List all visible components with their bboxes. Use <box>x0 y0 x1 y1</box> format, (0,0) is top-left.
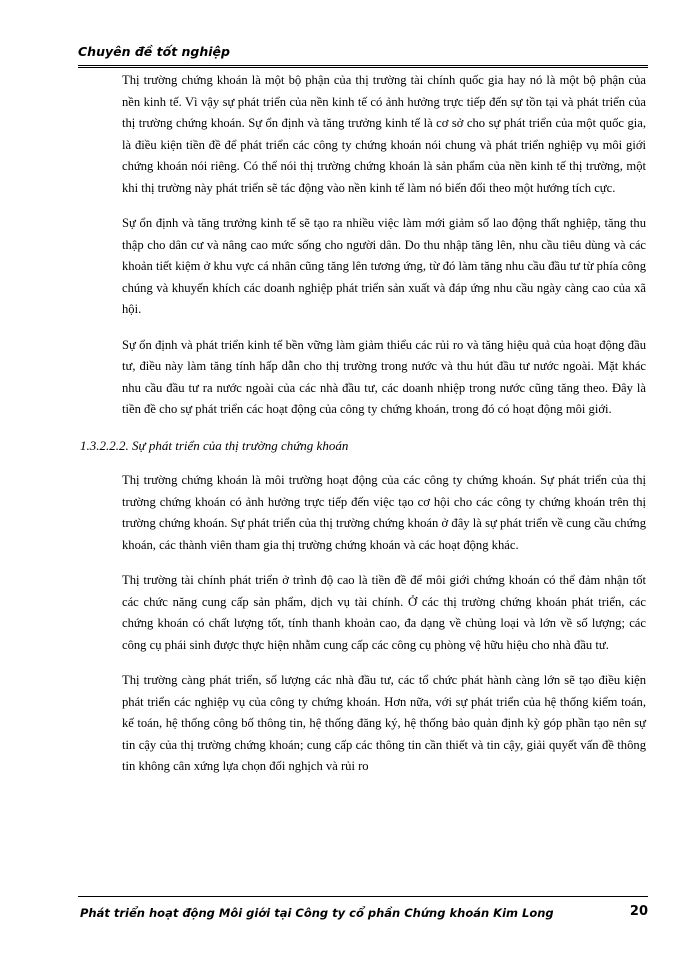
header-divider <box>78 65 648 68</box>
body-paragraph: Thị trường chứng khoán là một bộ phận của thị trường tài chính quốc gia hay nó là một bộ phận của nền kinh tế. Vì vậy sự phát triển của nền kinh tế có ảnh hưởng trực tiếp đến sự tồn tại và phát triển của thị trường chứng khoán. Sự ổn định và tăng trưởng kinh tế là cơ sở cho sự phát triển của một quốc gia, là điều kiện tiền đề để phát triển các công ty chứng khoán nói chung và phát triển nghiệp vụ môi giới chứng khoán nói riêng. Có thể nói thị trường chứng khoán là sản phẩm của nền kinh tế thị trường, một khi thị trường này phát triển sẽ tác động vào nền kinh tế làm nó biến đổi theo một hướng tích cực. <box>122 73 646 195</box>
document-body <box>80 70 646 792</box>
section-heading: 1.3.2.2.2. Sự phát triển của thị trường chứng khoán <box>80 437 349 453</box>
body-paragraph: Thị trường chứng khoán là môi trường hoạt động của các công ty chứng khoán. Sự phát triển của thị trường chứng khoán có ảnh hưởng trực tiếp đến việc tạo cơ hội cho các công ty chứng khoán trên thị trường chứng khoán. Sự phát triển của thị trường chứng khoán ở đây là sự phát triển về cung cầu chứng khoán, các thành viên tham gia thị trường chứng khoán và các hoạt động khác. <box>122 473 646 552</box>
body-paragraph: Sự ổn định và phát triển kinh tế bền vững làm giảm thiểu các rủi ro và tăng hiệu quả của hoạt động đầu tư, điều này làm tăng tính hấp dẫn cho thị trường trong nước và thu hút đầu tư nước ngoài. Mặt khác nhu cầu đầu tư ra nước ngoài của các nhà đầu tư, các doanh nhiệp trong nước cũng tăng theo. Đây là tiền đề cho sự phát triển các hoạt động của công ty chứng khoán, trong đó có hoạt động môi giới. <box>122 337 646 416</box>
footer-divider <box>78 896 648 897</box>
page-number: 20 <box>629 904 648 919</box>
body-paragraph: Thị trường tài chính phát triển ở trình độ cao là tiền đề để môi giới chứng khoán có thể đảm nhận tốt các chức năng cung cấp sản phẩm, dịch vụ tài chính. Ở các thị trường chứng khoán phát triển, các chứng khoán có chất lượng tốt, tính thanh khoản cao, đa dạng về chủng loại và lớn về số lượng; các công cụ phái sinh được thực hiện nhằm cung cấp các công cụ phòng vệ hữu hiệu cho nhà đầu tư. <box>122 573 646 652</box>
footer-text: Phát triển hoạt động Môi giới tại Công ty cổ phần Chứng khoán Kim Long <box>80 906 554 920</box>
body-paragraph: Thị trường càng phát triển, số lượng các nhà đầu tư, các tổ chức phát hành càng lớn sẽ tạo điều kiện phát triển các nghiệp vụ của công ty chứng khoán. Hơn nữa, với sự phát triển của hệ thống kiểm toán, kế toán, hệ thống công bố thông tin, hệ thống đăng ký, hệ thống bảo quản định kỳ góp phần tạo nên sự tin cậy của thị trường chứng khoán; cung cấp các thông tin cần thiết và tin cậy, giải quyết vấn đề thông tin không cân xứng lựa chọn đối nghịch và rủi ro <box>122 673 646 773</box>
header-title: Chuyên đề tốt nghiệp <box>78 44 230 59</box>
body-paragraph: Sự ổn định và tăng trưởng kinh tế sẽ tạo ra nhiều việc làm mới giảm số lao động thất nghiệp, tăng thu thập cho dân cư và nâng cao mức sống cho người dân. Do thu nhập tăng lên, nhu cầu tiêu dùng và các khoản tiết kiệm ở khu vực cá nhân cũng tăng lên tương ứng, từ đó làm tăng nhu cầu đầu tư từ phía công chúng và khuyến khích các doanh nghiệp phát triển sản xuất và đáp ứng nhu cầu ngày càng cao của xã hội. <box>122 216 646 316</box>
